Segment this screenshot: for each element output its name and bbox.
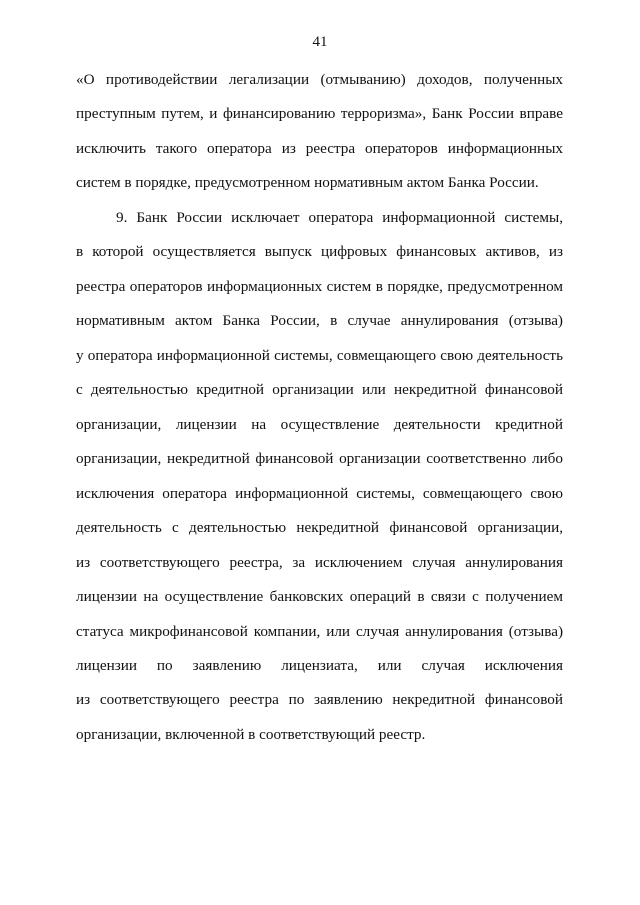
text-line: из соответствующего реестра по заявлению некредитной финансовой [76, 691, 563, 708]
text-line: исключения оператора информационной системы, совмещающего свою [76, 485, 563, 502]
text-line: из соответствующего реестра, за исключением случая аннулирования [76, 554, 563, 571]
text-line: «О противодействии легализации (отмыванию) доходов, полученных [76, 71, 563, 88]
text-line: 9. Банк России исключает оператора информационной системы, [116, 209, 563, 226]
text-line: лицензии на осуществление банковских операций в связи с получением [76, 588, 563, 605]
text-line: организации, лицензии на осуществление деятельности кредитной [76, 416, 563, 433]
text-line: нормативным актом Банка России, в случае аннулирования (отзыва) [76, 312, 563, 329]
text-line: исключить такого оператора из реестра операторов информационных [76, 140, 563, 157]
text-line: организации, некредитной финансовой организации соответственно либо [76, 450, 563, 467]
page-number: 41 [312, 34, 328, 50]
text-line: преступным путем, и финансированию терроризма», Банк России вправе [76, 105, 563, 122]
text-line: организации, включенной в соответствующий реестр. [76, 726, 426, 743]
text-line: в которой осуществляется выпуск цифровых финансовых активов, из [76, 243, 563, 260]
text-line: с деятельностью кредитной организации или некредитной финансовой [76, 381, 563, 398]
text-line: реестра операторов информационных систем в порядке, предусмотренном [76, 278, 563, 295]
text-line: систем в порядке, предусмотренном нормативным актом Банка России. [76, 174, 539, 191]
text-line: лицензии по заявлению лицензиата, или случая исключения [76, 657, 563, 674]
text-line: у оператора информационной системы, совмещающего свою деятельность [76, 347, 563, 364]
text-line: деятельность с деятельностью некредитной финансовой организации, [76, 519, 563, 536]
text-line: статуса микрофинансовой компании, или случая аннулирования (отзыва) [76, 623, 563, 640]
